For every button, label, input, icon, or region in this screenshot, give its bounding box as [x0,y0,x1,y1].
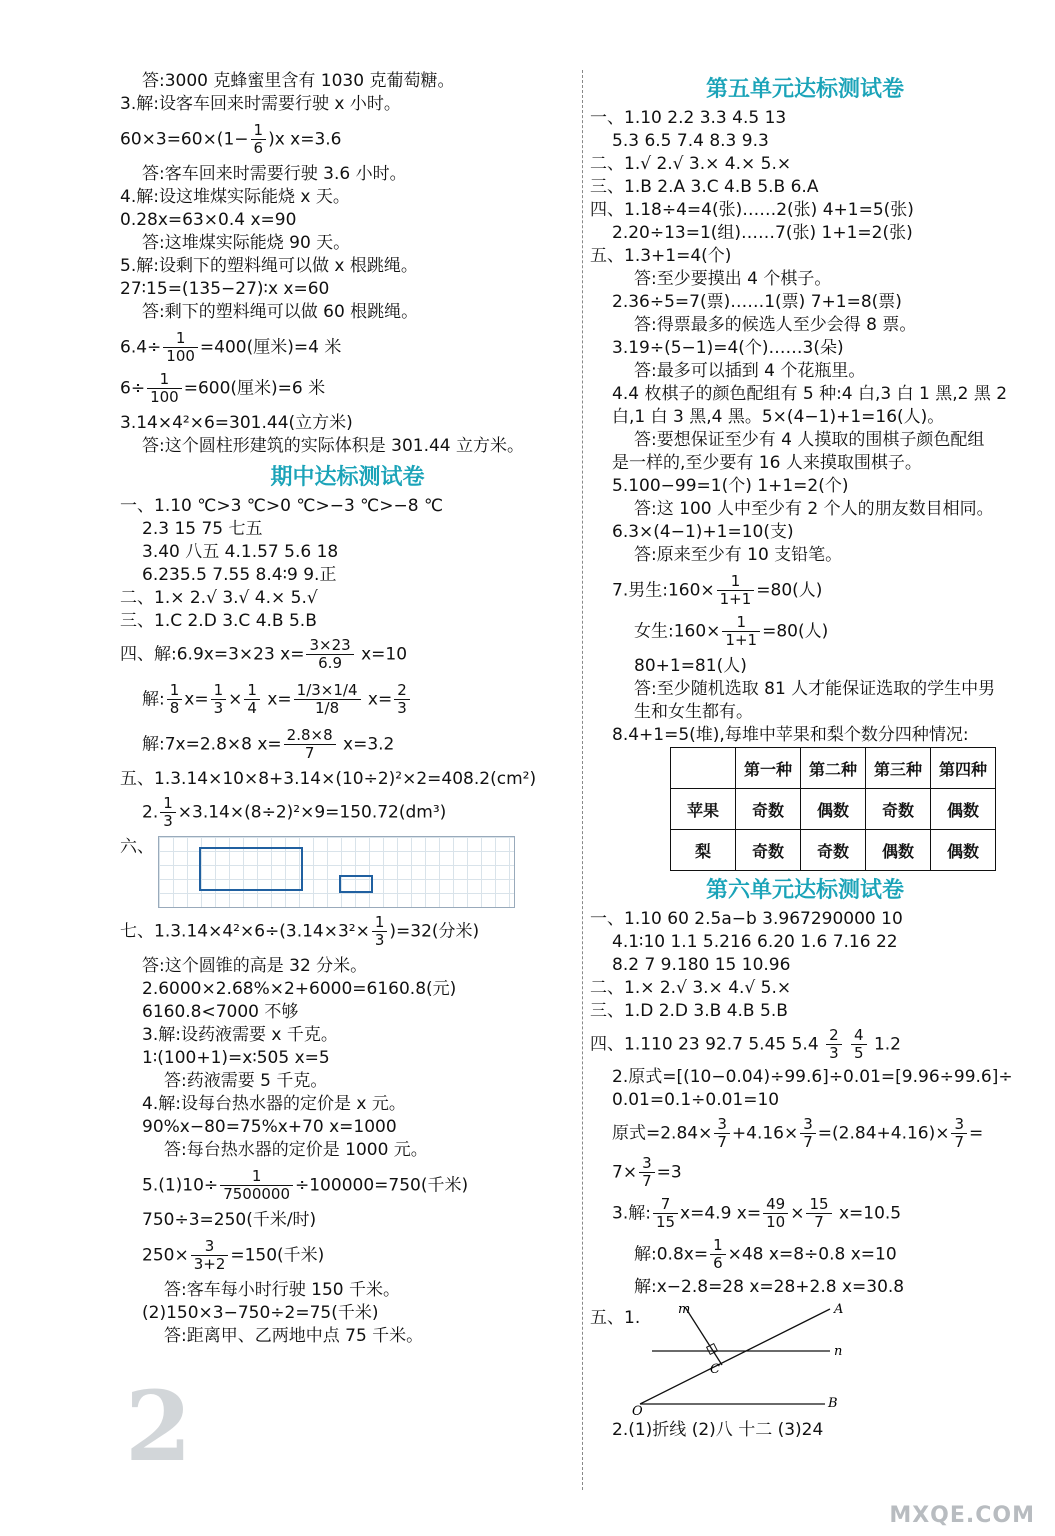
answer-line: 答:客车回来时需要行驶 3.6 小时。 [142,164,407,184]
table-row: 苹果 奇数 偶数 奇数 偶数 [671,789,996,830]
answer-line: 答:原来至少有 10 支铅笔。 [634,545,843,565]
answer-line: 2.20÷13=1(组)……7(张) 1+1=2(张) [612,223,913,243]
answer-line: 答:得票最多的候选人至少会得 8 票。 [634,315,917,335]
answer-line: 答:药液需要 5 千克。 [164,1071,328,1091]
answer-line: 一、1.10 ℃>3 ℃>0 ℃>−3 ℃>−8 ℃ [120,496,444,516]
section-heading-unit5: 第五单元达标测试卷 [705,76,904,102]
equation-line: 1∶(100+1)=x∶505 x=5 [142,1048,330,1068]
equation-line: 原式=2.84× $\frac{3}{7}$ +4.16× $\frac{3}{7}$ =(2.84+4.16)× $\frac{3}{7}$ = [612,1115,984,1151]
equation-line: 3.14×4²×6=301.44(立方米) [120,413,353,433]
fraction: $\frac{1}{6}$ [251,122,267,157]
equation-line: 女生:160× $\frac{1}{1+1}$ =80(人) [634,613,829,649]
answer-line: 6.235.5 7.55 8.4∶9 9.正 [142,565,337,585]
answer-line: 是一样的,至少要有 16 人来摸取围棋子。 [612,453,922,473]
answer-line: 答:客车每小时行驶 150 千米。 [164,1280,400,1300]
answer-line: 二、1.× 2.√ 3.× 4.√ 5.× [590,978,792,998]
answer-line: 五、1.3+1=4(个) [590,246,732,266]
solution-line: 4.解:设这堆煤实际能烧 x 天。 [120,187,350,207]
answer-line: 二、1.× 2.√ 3.√ 4.× 5.√ [120,588,318,608]
answer-line: 3.19÷(5−1)=4(个)……3(朵) [612,338,844,358]
answer-line: 白,1 白 3 黑,4 黑。5×(4−1)+1=16(人)。 [612,407,945,427]
line-m [685,1307,722,1365]
answer-line: 四、1.18÷4=4(张)……2(张) 4+1=5(张) [590,200,914,220]
equation-line: 2.原式=[(10−0.04)÷99.6]÷0.01=[9.96÷99.6]÷ [612,1067,1013,1087]
answer-line: 答:这 100 人中至少有 2 个人的朋友数目相同。 [634,499,994,519]
answer-line: 四、1.110 23 92.7 5.45 5.4 $\frac{2}{3}$ $\frac{4}{5}$ 1.2 [590,1026,902,1062]
answer-line: 4.4 枚棋子的颜色配组有 5 种:4 白,3 白 1 黑,2 黑 2 [612,384,1008,404]
answer-line: 5.100−99=1(个) 1+1=2(个) [612,476,849,496]
right-column [590,70,1020,1442]
section-heading-unit6: 第六单元达标测试卷 [705,877,904,903]
equation-line: 7.男生:160× $\frac{1}{1+1}$ =80(人) [612,572,823,608]
label-O: O [632,1404,643,1419]
answer-line: 答:距离甲、乙两地中点 75 千米。 [164,1326,424,1346]
answer-line: 8.4+1=5(堆),每堆中苹果和梨个数分四种情况: [612,725,969,745]
answer-line: 8.2 7 9.180 15 10.96 [612,955,791,975]
answer-line: 答:至少要摸出 4 个棋子。 [634,269,832,289]
answer-line: 答:这个圆柱形建筑的实际体积是 301.44 立方米。 [142,436,525,456]
label-C: C [710,1362,720,1377]
section-heading-midterm: 期中达标测试卷 [270,464,425,490]
large-rectangle [199,847,303,891]
answer-line: 答:最多可以插到 4 个花瓶里。 [634,361,866,381]
page-number: 2 [125,1370,192,1483]
watermark: MXQE.COM [889,1503,1035,1528]
equation-line: 6.4÷ $\frac{1}{100}$ =400(厘米)=4 米 [120,329,342,365]
equation-line: 3.解: $\frac{7}{15}$ x=4.9 x= $\frac{49}{10}$ × $\frac{15}{7}$ x=10.5 [612,1195,902,1231]
answer-line: 答:每台热水器的定价是 1000 元。 [164,1140,428,1160]
equation-line: 2.6000×2.68%×2+6000=6160.8(元) [142,979,457,999]
table-row: 梨 奇数 奇数 偶数 偶数 [671,830,996,871]
equation-line: 6160.8<7000 不够 [142,1002,299,1022]
answer-line: 三、1.C 2.D 3.C 4.B 5.B [120,611,317,631]
answer-line: 6.3×(4−1)+1=10(支) [612,522,794,542]
answer-line: 3.40 八五 4.1.57 5.6 18 [142,542,339,562]
line-OA [640,1309,830,1404]
equation-line: 80+1=81(人) [634,656,747,676]
equation-line: (2)150×3−750÷2=75(千米) [142,1303,379,1323]
solution-line: 3.解:设客车回来时需要行驶 x 小时。 [120,94,401,114]
equation-line: 解:7x=2.8×8 x= $\frac{2.8\times 8}{7}$ x=3.2 [142,726,395,762]
equation-line: 0.01=0.1÷0.01=10 [612,1090,780,1110]
label-m: m [678,1302,691,1317]
small-rectangle [339,875,373,893]
equation-line: 解:0.8x= $\frac{1}{6}$ ×48 x=8÷0.8 x=10 [634,1236,897,1272]
equation-line: 250× $\frac{3}{3+2}$ =150(千米) [142,1237,325,1273]
label-n: n [834,1344,843,1359]
answer-line: 三、1.B 2.A 3.C 4.B 5.B 6.A [590,177,819,197]
answer-line: 生和女生都有。 [634,702,753,722]
equation-line: 6÷ $\frac{1}{100}$ =600(厘米)=6 米 [120,370,326,406]
column-divider [582,70,583,1490]
equation-line: 解: $\frac{1}{8}$ x= $\frac{1}{3}$ × $\frac{1}{4}$ x= $\frac{1/3\times 1/4}{1/8}$ x= $\frac{2}{3}$ [120,682,575,717]
equation-line: 60×3=60×(1− $\frac{1}{6}$ )x x=3.6 [120,121,342,157]
table-header-row: 第一种 第二种 第三种 第四种 [671,748,996,789]
label-B: B [828,1396,838,1411]
equation-line: 90%x−80=75%x+70 x=1000 [142,1117,397,1137]
grid-drawing [158,836,515,908]
equation-line: 750÷3=250(千米/时) [142,1210,317,1230]
equation-line: 五、1.3.14×10×8+3.14×(10÷2)²×2=408.2(cm²) [120,769,537,789]
label-A: A [834,1302,844,1317]
equation-line: 0.28x=63×0.4 x=90 [120,210,297,230]
solution-line: 5.解:设剩下的塑料绳可以做 x 根跳绳。 [120,256,418,276]
equation-line: 七、1.3.14×4²×6÷(3.14×3²× $\frac{1}{3}$ )=32(分米) [120,913,480,949]
answer-line: 一、1.10 2.2 3.3 4.5 13 [590,108,787,128]
geometry-answer: 五、1. m A n C O B [590,1299,1020,1419]
equation-line: 解:x−2.8=28 x=28+2.8 x=30.8 [634,1277,905,1297]
answer-line: 5.3 6.5 7.4 8.3 9.3 [612,131,769,151]
answer-line: 2.(1)折线 (2)八 十二 (3)24 [612,1420,824,1440]
answer-line: 二、1.√ 2.√ 3.× 4.× 5.× [590,154,792,174]
answer-line: 2.3 15 75 七五 [142,519,263,539]
left-column [120,70,575,1348]
answer-line: 答:3000 克蜂蜜里含有 1030 克葡萄糖。 [142,71,455,91]
answer-line: 4.1∶10 1.1 5.216 6.20 1.6 7.16 22 [612,932,898,952]
answer-line: 三、1.D 2.D 3.B 4.B 5.B [590,1001,788,1021]
solution-line: 4.解:设每台热水器的定价是 x 元。 [142,1094,406,1114]
equation-line: 四、解:6.9x=3×23 x= $\frac{3\times 23}{6.9}$ x=10 [120,636,408,672]
drawing-answer: 六、 [120,836,575,908]
equation-line: 27∶15=(135−27)∶x x=60 [120,279,330,299]
apple-pear-table [670,747,996,871]
answer-line: 答:剩下的塑料绳可以做 60 根跳绳。 [142,302,419,322]
geometry-figure [630,1299,890,1419]
equation-line: 5.(1)10÷ $\frac{1}{7500000}$ ÷100000=750(千米) [142,1167,469,1203]
answer-line: 一、1.10 60 2.5a−b 3.967290000 10 [590,909,903,929]
solution-line: 3.解:设药液需要 x 千克。 [142,1025,338,1045]
equation-line: 2. $\frac{1}{3}$ ×3.14×(8÷2)²×9=150.72(dm³) [142,794,447,830]
answer-line: 答:要想保证至少有 4 人摸取的围棋子颜色配组 [634,430,985,450]
answer-line: 答:这个圆锥的高是 32 分米。 [142,956,368,976]
answer-line: 2.36÷5=7(票)……1(票) 7+1=8(票) [612,292,902,312]
equation-line: 7× $\frac{3}{7}$ =3 [612,1154,682,1190]
answer-line: 答:这堆煤实际能烧 90 天。 [142,233,351,253]
answer-line: 答:至少随机选取 81 人才能保证选取的学生中男 [634,679,996,699]
